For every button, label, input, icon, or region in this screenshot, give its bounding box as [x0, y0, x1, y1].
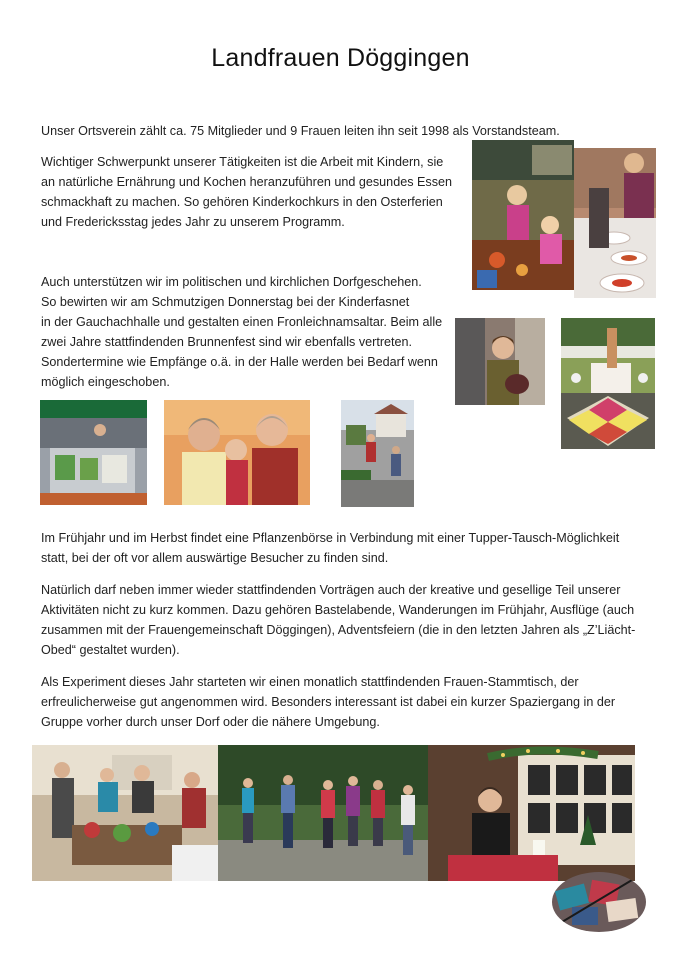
photo-kids-cooking: [472, 140, 574, 290]
intro-paragraph: Unser Ortsverein zählt ca. 75 Mitglieder und 9 Frauen leiten ihn seit 1998 als Vorstandsteam.: [41, 124, 560, 138]
photo-food-table: [574, 148, 656, 298]
photo-craft-oval: [552, 872, 646, 932]
photo-plant-stall: [40, 400, 147, 505]
children-paragraph: Wichtiger Schwerpunkt unserer Tätigkeiten ist die Arbeit mit Kindern, sie an natürliche Ernährung und Kochen heranzuführen und gesundes Essen schmackhaft zu machen. So gehören Kinderkochkurs in den Osterferien und Fredericksstag jedes Jahr zu unserem Programm.: [41, 155, 452, 229]
plant-market-paragraph: Im Frühjahr und im Herbst findet eine Pflanzenbörse in Verbindung mit einer Tupper-Tausch-Möglichkeit statt, bei der oft vor allem auswärtige Besucher zu finden sind.: [41, 531, 620, 565]
photo-village-street: [341, 400, 414, 507]
activities-paragraph: Natürlich darf neben immer wieder stattfindenden Vorträgen auch der kreative und gesellige Teil unserer Aktivitäten nicht zu kurz kommen. Dazu gehören Bastelabende, Wanderungen im Frühjahr, Ausflüge (auch zusammen mit der Frauengemeinschaft Döggingen), Adventsfeiern (die in den letzten Jahren als „Z’Liächt- Obed“ gestaltet wurden).: [41, 583, 636, 657]
photo-woman-hall: [455, 318, 545, 405]
photo-hiking-group: [218, 745, 428, 881]
stammtisch-paragraph: Als Experiment dieses Jahr starteten wir einen monatlich stattfindenden Frauen-Stammtisch, der erfreulicherweise gut angenommen wird. Besonders interessant ist dabei ein kurzer Spaziergang in der Gruppe vorher durch unser Dorf oder die nähere Umgebung.: [41, 675, 616, 729]
photo-advent-evening: [428, 745, 635, 881]
photo-flower-altar: [561, 318, 655, 449]
page-title: Landfrauen Döggingen: [211, 44, 470, 72]
village-paragraph: Auch unterstützen wir im politischen und kirchlichen Dorfgeschehen. So bewirten wir am Schmutzigen Donnerstag bei der Kinderfasnet in der Gauchachhalle und gestalten einen Fronleichnamsaltar. Beim alle zwei Jahre stattfindenden Brunnenfest sind wir ebenfalls vertreten. Sondertermine wie Empfänge o.ä. in der Halle werden bei Bedarf wenn möglich eingeschoben.: [41, 275, 443, 389]
photo-women-tasting: [164, 400, 310, 505]
photo-plant-market: [32, 745, 218, 881]
